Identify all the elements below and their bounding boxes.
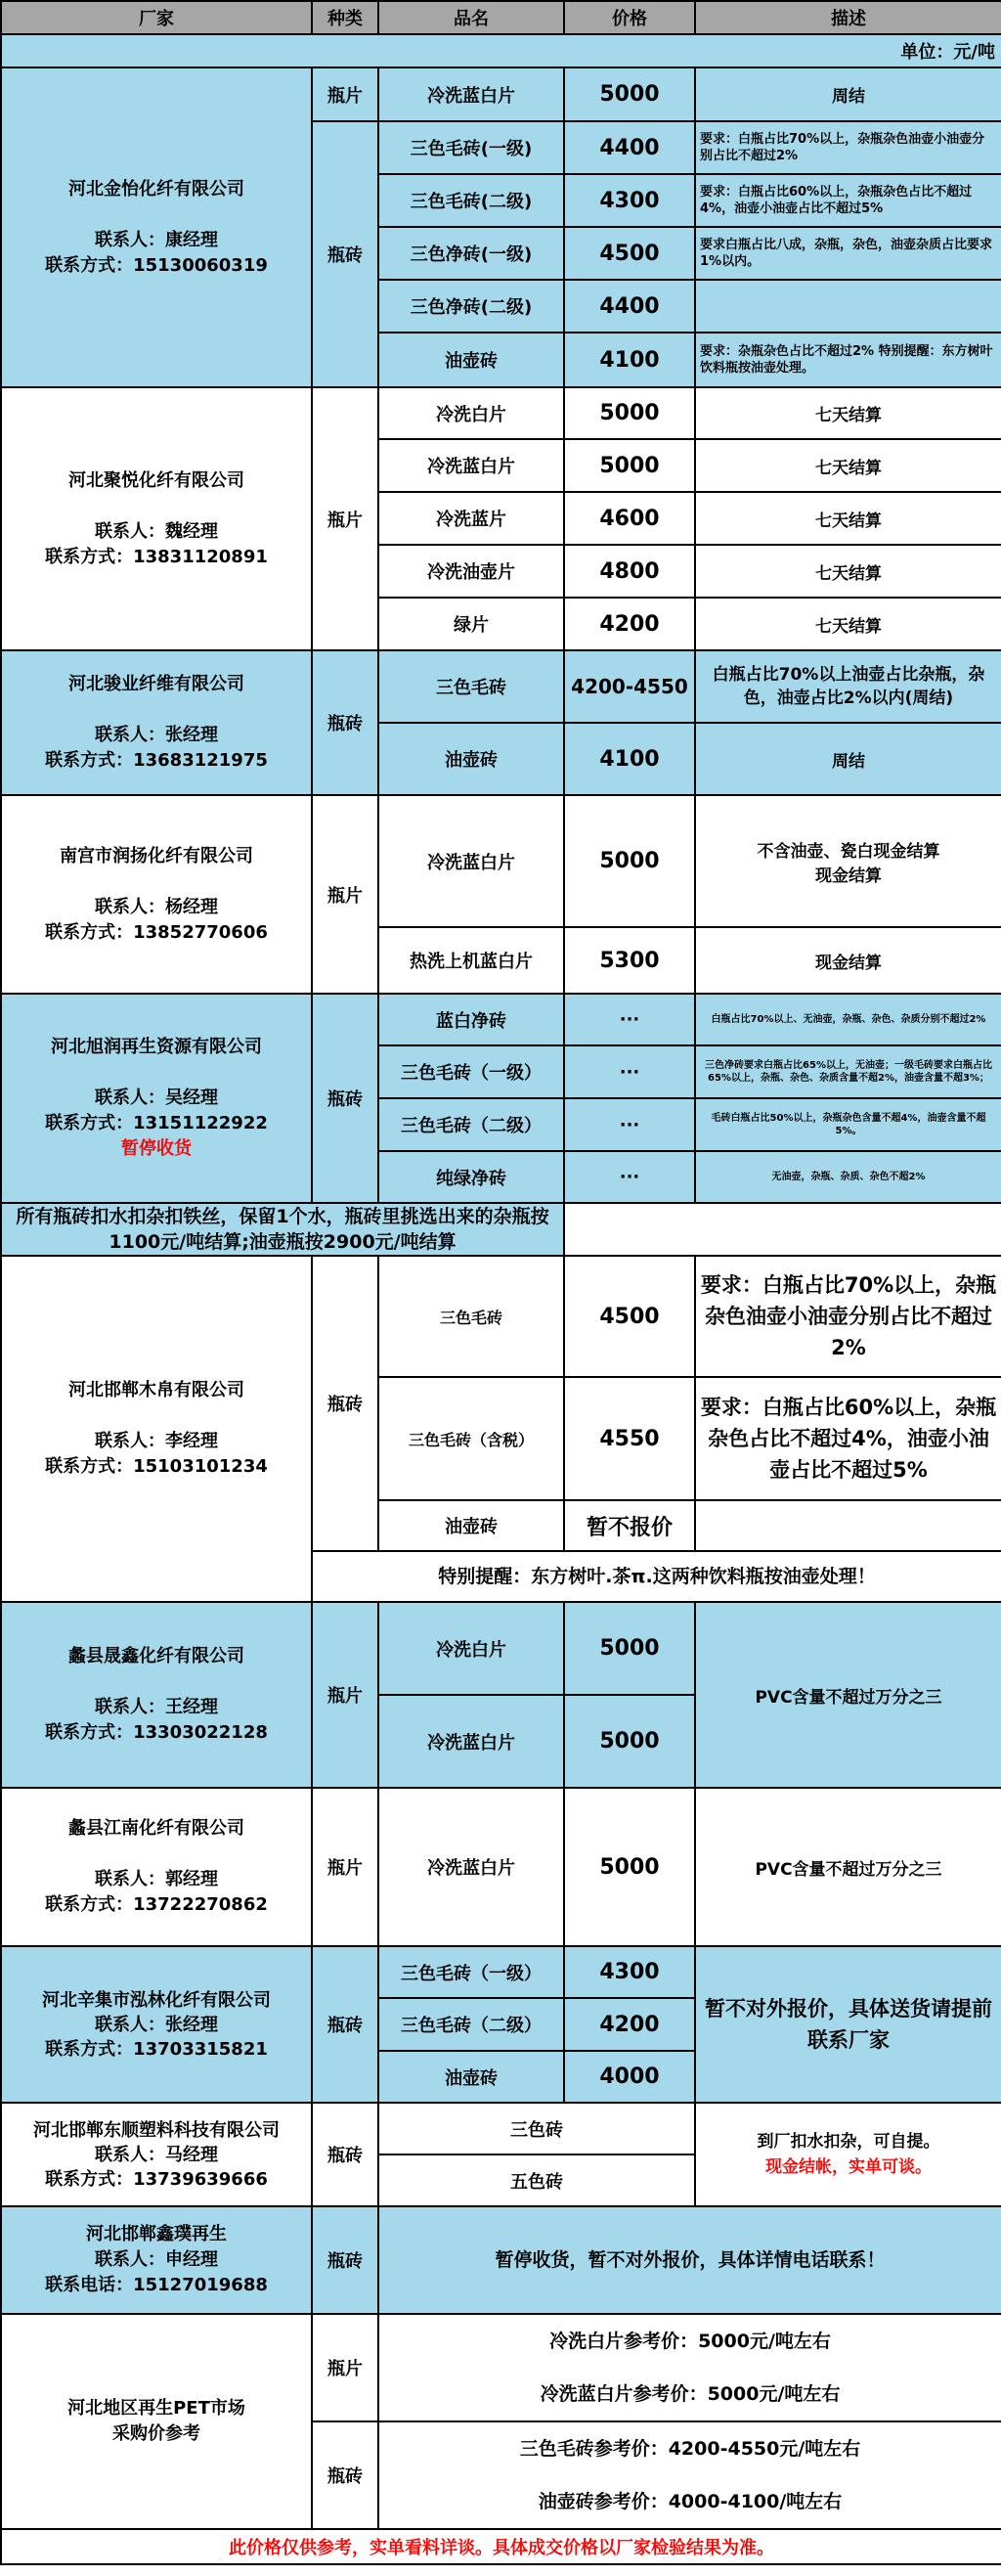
product-name: 三色毛砖	[378, 1256, 564, 1377]
contact-phone: 联系方式：13303022128	[45, 1722, 268, 1743]
note: 所有瓶砖扣水扣杂扣铁丝，保留1个水，瓶砖里挑选出来的杂瓶按1100元/吨结算;油壶瓶按2900元/吨结算	[1, 1203, 564, 1256]
contact-phone: 联系方式：15130060319	[45, 254, 268, 276]
table-row	[1, 795, 1001, 927]
price-value: 5000	[564, 795, 695, 927]
category: 瓶片	[312, 67, 378, 121]
category: 瓶砖	[312, 2206, 378, 2314]
description: 周结	[695, 67, 1001, 121]
contact-person: 联系人：康经理	[95, 229, 218, 250]
company-name: 河北金怡化纤有限公司	[68, 178, 244, 200]
company-name: 河北邯郸木帛有限公司	[68, 1380, 244, 1400]
contact-person: 联系人：马经理	[95, 2144, 218, 2165]
description-line: 到厂扣水扣杂，可自提。	[757, 2132, 940, 2152]
company-name: 河北邯郸鑫璞再生	[86, 2224, 227, 2244]
price-value: 4300	[564, 1946, 695, 1998]
description: 七天结算	[695, 598, 1001, 650]
table-row	[1, 650, 1001, 723]
price-value: ···	[564, 1151, 695, 1203]
description	[695, 2103, 1001, 2206]
table-row	[1, 1602, 1001, 1695]
company-name: 蠡县晟鑫化纤有限公司	[68, 1646, 244, 1666]
company-cell	[1, 67, 312, 387]
contact-person: 联系人：申经理	[95, 2249, 218, 2270]
company-name: 河北辛集市泓林化纤有限公司	[42, 1989, 271, 2011]
description: 周结	[695, 723, 1001, 795]
price-value: 5000	[564, 387, 695, 439]
description: 七天结算	[695, 545, 1001, 598]
description: 要求：白瓶占比70%以上，杂瓶杂色油壶小油壶分别占比不超过2%	[695, 121, 1001, 174]
description-line: 不含油壶、瓷白现金结算	[757, 841, 940, 862]
description: 七天结算	[695, 439, 1001, 492]
description: 七天结算	[695, 387, 1001, 439]
description: 要求：白瓶占比60%以上，杂瓶杂色占比不超过4%，油壶小油壶占比不超过5%	[695, 174, 1001, 227]
product-name: 三色毛砖（二级）	[378, 1998, 564, 2051]
price-value: 4400	[564, 280, 695, 333]
contact-phone: 联系方式：13722270862	[45, 1894, 268, 1915]
product-name: 冷洗蓝白片	[378, 795, 564, 927]
product-name: 三色砖	[378, 2103, 695, 2154]
product-name: 油壶砖	[378, 2051, 564, 2103]
company-cell	[1, 2103, 312, 2206]
company-cell	[1, 1602, 312, 1788]
table-row	[1, 1256, 1001, 1377]
table-row	[1, 1203, 1001, 1256]
contact-person: 联系人：张经理	[95, 725, 218, 745]
category: 瓶砖	[312, 994, 378, 1203]
contact-phone: 联系方式：13852770606	[45, 921, 268, 943]
contact-phone: 联系方式：13739639666	[45, 2168, 268, 2190]
description: 白瓶占比70%以上油壶占比杂瓶，杂色，油壶占比2%以内(周结)	[695, 650, 1001, 723]
product-name: 冷洗蓝白片	[378, 67, 564, 121]
price-value: 暂不报价	[564, 1500, 695, 1551]
reference-price: 三色毛砖参考价：4200-4550元/吨左右	[378, 2421, 1001, 2475]
contact-person: 联系人：张经理	[95, 2014, 218, 2035]
table-row	[1, 1788, 1001, 1946]
reference-price: 油壶砖参考价：4000-4100/吨左右	[378, 2475, 1001, 2529]
company-cell	[1, 795, 312, 994]
category: 瓶砖	[312, 2421, 378, 2529]
price-value: 5000	[564, 1788, 695, 1946]
category: 瓶砖	[312, 121, 378, 387]
table-row	[1, 2314, 1001, 2368]
product-name: 三色毛砖(二级)	[378, 174, 564, 227]
product-name: 热洗上机蓝白片	[378, 927, 564, 994]
description	[695, 795, 1001, 927]
price-value: ···	[564, 1098, 695, 1151]
contact-person: 联系人：王经理	[95, 1697, 218, 1717]
product-name: 三色毛砖（一级）	[378, 1946, 564, 1998]
price-value: ···	[564, 1045, 695, 1098]
description: 暂停收货，暂不对外报价，具体详情电话联系！	[378, 2206, 1001, 2314]
description: PVC含量不超过万分之三	[695, 1602, 1001, 1788]
description: 要求：白瓶占比60%以上，杂瓶杂色占比不超过4%，油壶小油壶占比不超过5%	[695, 1377, 1001, 1500]
company-cell	[1, 1788, 312, 1946]
company-cell	[1, 650, 312, 795]
price-value: 4400	[564, 121, 695, 174]
contact-phone: 联系方式：15103101234	[45, 1456, 268, 1477]
contact-phone: 联系方式：13831120891	[45, 546, 268, 567]
description: 无油壶，杂瓶、杂质、杂色不超2%	[695, 1151, 1001, 1203]
status-badge: 暂停收货	[121, 1138, 192, 1159]
description: PVC含量不超过万分之三	[695, 1788, 1001, 1946]
price-value: 4100	[564, 723, 695, 795]
price-value: 4800	[564, 545, 695, 598]
category: 瓶片	[312, 387, 378, 650]
price-value: 5000	[564, 1695, 695, 1788]
company-cell	[1, 1946, 312, 2103]
product-name: 三色净砖(一级)	[378, 227, 564, 280]
price-value: 4200-4550	[564, 650, 695, 723]
product-name: 三色毛砖（一级）	[378, 1045, 564, 1098]
table-row	[1, 67, 1001, 121]
table-row	[1, 994, 1001, 1045]
price-value: 4550	[564, 1377, 695, 1500]
product-name: 冷洗蓝白片	[378, 1695, 564, 1788]
price-value: 5000	[564, 439, 695, 492]
contact-phone: 联系方式：13703315821	[45, 2038, 268, 2060]
description: 三色净砖要求白瓶占比65%以上，无油壶；一级毛砖要求白瓶占比65%以上，杂瓶、杂色、杂质含量不超2%，油壶含量不超3%；	[695, 1045, 1001, 1098]
company-cell	[1, 387, 312, 650]
price-value: 4500	[564, 227, 695, 280]
contact-person: 联系人：李经理	[95, 1431, 218, 1451]
company-cell	[1, 2206, 312, 2314]
header-price: 价格	[564, 1, 695, 34]
footer-disclaimer: 此价格仅供参考，实单看料详谈。具体成交价格以厂家检验结果为准。	[1, 2529, 1001, 2564]
product-name: 三色毛砖（二级）	[378, 1098, 564, 1151]
contact-person: 联系人：杨经理	[95, 896, 218, 917]
description: 七天结算	[695, 492, 1001, 545]
price-value: 4100	[564, 333, 695, 387]
reference-title-line: 河北地区再生PET市场	[67, 2398, 245, 2419]
company-name: 河北邯郸东顺塑料科技有限公司	[33, 2119, 280, 2141]
reference-title	[1, 2314, 312, 2529]
product-name: 油壶砖	[378, 1500, 564, 1551]
contact-phone: 联系方式：13151122922	[45, 1113, 268, 1133]
header-type: 种类	[312, 1, 378, 34]
table-row	[1, 2206, 1001, 2314]
description-empty	[695, 280, 1001, 333]
table-row	[1, 1946, 1001, 1998]
reference-title-line: 采购价参考	[112, 2423, 200, 2444]
product-name: 五色砖	[378, 2154, 695, 2206]
header-row	[1, 1, 1001, 34]
description: 现金结算	[695, 927, 1001, 994]
description: 要求：白瓶占比70%以上，杂瓶杂色油壶小油壶分别占比不超过2%	[695, 1256, 1001, 1377]
description: 暂不对外报价，具体送货请提前联系厂家	[695, 1946, 1001, 2103]
price-value: 5300	[564, 927, 695, 994]
company-name: 河北骏业纤维有限公司	[68, 674, 244, 694]
product-name: 三色毛砖	[378, 650, 564, 723]
category: 瓶片	[312, 1788, 378, 1946]
company-cell	[1, 1256, 312, 1602]
reference-price: 冷洗蓝白片参考价：5000元/吨左右	[378, 2368, 1001, 2421]
reference-price: 冷洗白片参考价：5000元/吨左右	[378, 2314, 1001, 2368]
price-value: 5000	[564, 1602, 695, 1695]
category: 瓶片	[312, 795, 378, 994]
product-name: 油壶砖	[378, 723, 564, 795]
contact-phone: 联系方式：13683121975	[45, 750, 268, 771]
category: 瓶片	[312, 1602, 378, 1788]
category: 瓶砖	[312, 650, 378, 795]
company-name: 河北聚悦化纤有限公司	[68, 469, 244, 491]
contact-phone: 联系电话：15127019688	[45, 2275, 268, 2295]
unit-row	[1, 34, 1001, 67]
category: 瓶砖	[312, 2103, 378, 2206]
header-factory: 厂家	[1, 1, 312, 34]
category: 瓶砖	[312, 1946, 378, 2103]
contact-person: 联系人：魏经理	[95, 520, 218, 542]
description-highlight: 现金结帐，实单可谈。	[765, 2157, 932, 2177]
description: 毛砖白瓶占比50%以上，杂瓶杂色含量不超4%，油壶含量不超5%。	[695, 1098, 1001, 1151]
product-name: 三色净砖(二级)	[378, 280, 564, 333]
category: 瓶砖	[312, 1256, 378, 1551]
contact-person: 联系人：吴经理	[95, 1088, 218, 1108]
description: 白瓶占比70%以上、无油壶，杂瓶、杂色、杂质分别不超过2%	[695, 994, 1001, 1045]
price-value: 4600	[564, 492, 695, 545]
header-desc: 描述	[695, 1, 1001, 34]
category: 瓶片	[312, 2314, 378, 2421]
product-name: 纯绿净砖	[378, 1151, 564, 1203]
product-name: 油壶砖	[378, 333, 564, 387]
description-empty	[695, 1500, 1001, 1551]
company-name: 河北旭润再生资源有限公司	[51, 1037, 262, 1057]
product-name: 冷洗蓝白片	[378, 1788, 564, 1946]
table-row	[1, 387, 1001, 439]
price-value: 5000	[564, 67, 695, 121]
product-name: 三色毛砖（含税）	[378, 1377, 564, 1500]
product-name: 冷洗白片	[378, 387, 564, 439]
product-name: 冷洗蓝片	[378, 492, 564, 545]
company-name: 蠡县江南化纤有限公司	[68, 1818, 244, 1839]
product-name: 冷洗白片	[378, 1602, 564, 1695]
contact-person: 联系人：郭经理	[95, 1869, 218, 1889]
price-value: ···	[564, 994, 695, 1045]
price-value: 4500	[564, 1256, 695, 1377]
price-value: 4000	[564, 2051, 695, 2103]
price-value: 4300	[564, 174, 695, 227]
price-value: 4200	[564, 1998, 695, 2051]
description: 要求：杂瓶杂色占比不超过2% 特别提醒：东方树叶饮料瓶按油壶处理。	[695, 333, 1001, 387]
footer-row	[1, 2529, 1001, 2564]
price-value: 4200	[564, 598, 695, 650]
description: 要求白瓶占比八成，杂瓶，杂色，油壶杂质占比要求1%以内。	[695, 227, 1001, 280]
product-name: 蓝白净砖	[378, 994, 564, 1045]
note: 特别提醒：东方树叶.茶π.这两种饮料瓶按油壶处理！	[312, 1551, 1001, 1602]
table-row	[1, 2103, 1001, 2154]
product-name: 冷洗油壶片	[378, 545, 564, 598]
header-product: 品名	[378, 1, 564, 34]
product-name: 冷洗蓝白片	[378, 439, 564, 492]
product-name: 三色毛砖(一级)	[378, 121, 564, 174]
company-name: 南宫市润扬化纤有限公司	[60, 845, 253, 866]
unit-label: 单位：元/吨	[1, 34, 1001, 67]
product-name: 绿片	[378, 598, 564, 650]
description-line: 现金结算	[815, 866, 882, 886]
company-cell	[1, 994, 312, 1203]
